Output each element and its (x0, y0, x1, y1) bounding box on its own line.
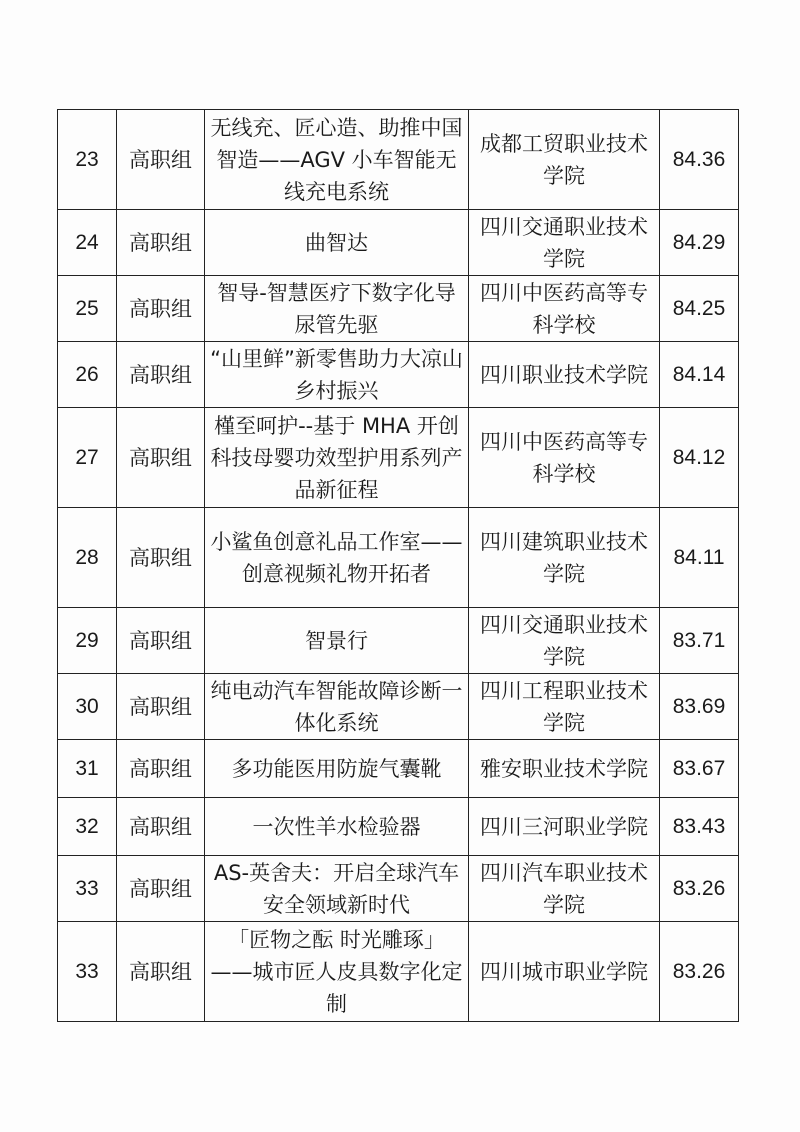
score-cell: 84.12 (660, 408, 739, 508)
project-cell: “山里鲜”新零售助力大凉山乡村振兴 (205, 342, 469, 408)
school-cell: 四川汽车职业技术学院 (469, 856, 660, 922)
school-cell: 四川三河职业学院 (469, 798, 660, 856)
score-cell: 83.26 (660, 856, 739, 922)
rank-cell: 26 (58, 342, 117, 408)
school-cell: 四川工程职业技术学院 (469, 674, 660, 740)
rank-cell: 33 (58, 922, 117, 1022)
table-row (58, 110, 739, 210)
rank-cell: 25 (58, 276, 117, 342)
school-cell: 四川交通职业技术学院 (469, 210, 660, 276)
school-cell: 雅安职业技术学院 (469, 740, 660, 798)
project-cell: 槿至呵护--基于 MHA 开创科技母婴功效型护用系列产品新征程 (205, 408, 469, 508)
group-cell: 高职组 (117, 210, 205, 276)
table-row (58, 608, 739, 674)
rank-cell: 28 (58, 508, 117, 608)
group-cell: 高职组 (117, 342, 205, 408)
school-cell: 成都工贸职业技术学院 (469, 110, 660, 210)
score-cell: 83.69 (660, 674, 739, 740)
rank-cell: 31 (58, 740, 117, 798)
rank-cell: 30 (58, 674, 117, 740)
results-table-body (58, 110, 739, 1022)
results-table (57, 109, 739, 1022)
table-row (58, 740, 739, 798)
table-row (58, 674, 739, 740)
school-cell: 四川中医药高等专科学校 (469, 276, 660, 342)
project-cell: AS-英舍夫：开启全球汽车安全领域新时代 (205, 856, 469, 922)
project-cell: 智景行 (205, 608, 469, 674)
school-cell: 四川中医药高等专科学校 (469, 408, 660, 508)
score-cell: 84.14 (660, 342, 739, 408)
score-cell: 84.29 (660, 210, 739, 276)
project-cell: 多功能医用防旋气囊靴 (205, 740, 469, 798)
table-row (58, 342, 739, 408)
project-cell: 纯电动汽车智能故障诊断一体化系统 (205, 674, 469, 740)
group-cell: 高职组 (117, 508, 205, 608)
group-cell: 高职组 (117, 856, 205, 922)
project-cell: 曲智达 (205, 210, 469, 276)
table-row (58, 508, 739, 608)
group-cell: 高职组 (117, 608, 205, 674)
rank-cell: 32 (58, 798, 117, 856)
group-cell: 高职组 (117, 740, 205, 798)
table-row (58, 856, 739, 922)
rank-cell: 27 (58, 408, 117, 508)
project-cell: 小鲨鱼创意礼品工作室——创意视频礼物开拓者 (205, 508, 469, 608)
project-cell: 「匠物之酝 时光雕琢」——城市匠人皮具数字化定制 (205, 922, 469, 1022)
rank-cell: 33 (58, 856, 117, 922)
rank-cell: 23 (58, 110, 117, 210)
group-cell: 高职组 (117, 922, 205, 1022)
score-cell: 83.26 (660, 922, 739, 1022)
school-cell: 四川城市职业学院 (469, 922, 660, 1022)
score-cell: 83.67 (660, 740, 739, 798)
project-cell: 无线充、匠心造、助推中国智造——AGV 小车智能无线充电系统 (205, 110, 469, 210)
table-row (58, 798, 739, 856)
score-cell: 83.71 (660, 608, 739, 674)
group-cell: 高职组 (117, 110, 205, 210)
rank-cell: 24 (58, 210, 117, 276)
table-row (58, 408, 739, 508)
table-row (58, 210, 739, 276)
table-row (58, 276, 739, 342)
score-cell: 84.11 (660, 508, 739, 608)
project-cell: 一次性羊水检验器 (205, 798, 469, 856)
table-row (58, 922, 739, 1022)
score-cell: 83.43 (660, 798, 739, 856)
score-cell: 84.25 (660, 276, 739, 342)
group-cell: 高职组 (117, 408, 205, 508)
group-cell: 高职组 (117, 276, 205, 342)
group-cell: 高职组 (117, 674, 205, 740)
group-cell: 高职组 (117, 798, 205, 856)
rank-cell: 29 (58, 608, 117, 674)
score-cell: 84.36 (660, 110, 739, 210)
school-cell: 四川建筑职业技术学院 (469, 508, 660, 608)
project-cell: 智导-智慧医疗下数字化导尿管先驱 (205, 276, 469, 342)
school-cell: 四川职业技术学院 (469, 342, 660, 408)
school-cell: 四川交通职业技术学院 (469, 608, 660, 674)
